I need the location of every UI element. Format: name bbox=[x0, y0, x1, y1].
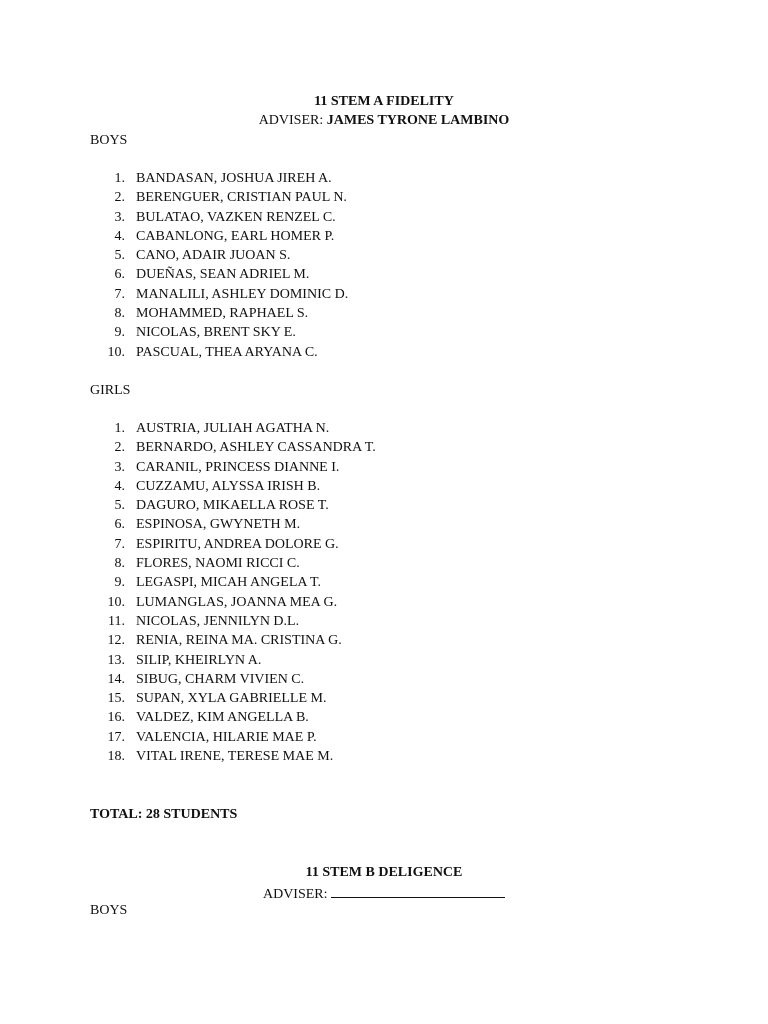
student-name: RENIA, REINA MA. CRISTINA G. bbox=[136, 633, 342, 649]
list-item-number: 10. bbox=[107, 594, 125, 610]
list-item bbox=[100, 438, 376, 457]
list-item-number: 9. bbox=[114, 575, 125, 591]
list-item bbox=[100, 573, 376, 592]
list-item bbox=[100, 496, 376, 515]
list-item bbox=[100, 477, 376, 496]
list-item-number: 14. bbox=[107, 671, 125, 687]
list-item-number: 2. bbox=[114, 190, 125, 206]
list-item-number: 5. bbox=[114, 248, 125, 264]
student-name: AUSTRIA, JULIAH AGATHA N. bbox=[136, 421, 330, 436]
student-name: LUMANGLAS, JOANNA MEA G. bbox=[136, 594, 338, 610]
student-name: VITAL IRENE, TERESE MAE M. bbox=[136, 749, 334, 765]
list-item-number: 7. bbox=[114, 286, 125, 302]
boys-list bbox=[100, 169, 348, 362]
list-item bbox=[100, 651, 376, 670]
student-name: BULATAO, VAZKEN RENZEL C. bbox=[136, 209, 336, 225]
section-a-title: 11 STEM A FIDELITY bbox=[314, 94, 454, 109]
student-name: CABANLONG, EARL HOMER P. bbox=[136, 228, 335, 244]
list-item bbox=[100, 343, 348, 362]
list-item bbox=[100, 323, 348, 342]
list-item bbox=[100, 631, 376, 650]
student-name: MANALILI, ASHLEY DOMINIC D. bbox=[136, 286, 349, 302]
list-item-number: 11. bbox=[108, 613, 125, 629]
student-name: SILIP, KHEIRLYN A. bbox=[136, 652, 262, 668]
list-item-number: 9. bbox=[114, 325, 125, 341]
section-b-title: 11 STEM B DELIGENCE bbox=[305, 865, 463, 880]
list-item bbox=[100, 728, 376, 747]
list-item-number: 18. bbox=[107, 749, 125, 765]
list-item-number: 3. bbox=[114, 459, 125, 475]
list-item bbox=[100, 208, 348, 227]
list-item-number: 4. bbox=[114, 478, 125, 494]
list-item bbox=[100, 612, 376, 631]
list-item bbox=[100, 747, 376, 766]
girls-heading: GIRLS bbox=[90, 383, 131, 398]
adviser-name: JAMES TYRONE LAMBINO bbox=[326, 113, 510, 128]
list-item bbox=[100, 265, 348, 284]
list-item-number: 16. bbox=[107, 710, 125, 726]
list-item bbox=[100, 689, 376, 708]
list-item bbox=[100, 169, 348, 188]
student-name: SUPAN, XYLA GABRIELLE M. bbox=[136, 691, 327, 707]
student-name: NICOLAS, BRENT SKY E. bbox=[136, 325, 296, 341]
student-name: NICOLAS, JENNILYN D.L. bbox=[136, 613, 300, 629]
student-name: FLORES, NAOMI RICCI C. bbox=[136, 556, 300, 572]
adviser-label: ADVISER: bbox=[258, 113, 324, 128]
list-item-number: 15. bbox=[107, 691, 125, 707]
list-item bbox=[100, 670, 376, 689]
list-item-number: 6. bbox=[114, 267, 125, 283]
list-item-number: 12. bbox=[107, 633, 125, 649]
student-name: LEGASPI, MICAH ANGELA T. bbox=[136, 575, 321, 591]
student-name: ESPIRITU, ANDREA DOLORE G. bbox=[136, 536, 339, 552]
boys-heading: BOYS bbox=[90, 133, 128, 148]
student-name: BERNARDO, ASHLEY CASSANDRA T. bbox=[136, 440, 376, 456]
student-name: CARANIL, PRINCESS DIANNE I. bbox=[136, 459, 340, 475]
adviser-label: ADVISER: bbox=[262, 887, 328, 902]
list-item bbox=[100, 419, 376, 438]
list-item bbox=[100, 554, 376, 573]
girls-list bbox=[100, 419, 376, 766]
student-name: BANDASAN, JOSHUA JIREH A. bbox=[136, 171, 332, 186]
student-name: CANO, ADAIR JUOAN S. bbox=[136, 248, 291, 264]
list-item bbox=[100, 188, 348, 207]
list-item bbox=[100, 285, 348, 304]
student-name: SIBUG, CHARM VIVIEN C. bbox=[136, 671, 305, 687]
student-name: ESPINOSA, GWYNETH M. bbox=[136, 517, 301, 533]
list-item-number: 4. bbox=[114, 228, 125, 244]
list-item bbox=[100, 227, 348, 246]
list-item-number: 8. bbox=[114, 306, 125, 322]
list-item-number: 8. bbox=[114, 556, 125, 572]
list-item-number: 1. bbox=[114, 421, 125, 436]
list-item bbox=[100, 304, 348, 323]
list-item bbox=[100, 708, 376, 727]
adviser-blank-line bbox=[331, 884, 505, 898]
total-students: TOTAL: 28 STUDENTS bbox=[90, 807, 238, 822]
student-name: MOHAMMED, RAPHAEL S. bbox=[136, 306, 309, 322]
student-name: BERENGUER, CRISTIAN PAUL N. bbox=[136, 190, 347, 206]
section-a-adviser-line bbox=[0, 113, 768, 129]
list-item-number: 5. bbox=[114, 498, 125, 514]
list-item-number: 1. bbox=[114, 171, 125, 186]
student-name: DAGURO, MIKAELLA ROSE T. bbox=[136, 498, 329, 514]
student-name: VALENCIA, HILARIE MAE P. bbox=[136, 729, 317, 745]
student-name: DUEÑAS, SEAN ADRIEL M. bbox=[136, 267, 310, 283]
student-name: CUZZAMU, ALYSSA IRISH B. bbox=[136, 478, 321, 494]
student-name: PASCUAL, THEA ARYANA C. bbox=[136, 344, 318, 360]
list-item-number: 17. bbox=[107, 729, 125, 745]
list-item-number: 2. bbox=[114, 440, 125, 456]
list-item-number: 7. bbox=[114, 536, 125, 552]
student-name: VALDEZ, KIM ANGELLA B. bbox=[136, 710, 309, 726]
section-b-boys-heading: BOYS bbox=[90, 903, 128, 918]
list-item bbox=[100, 458, 376, 477]
list-item-number: 10. bbox=[107, 344, 125, 360]
list-item-number: 3. bbox=[114, 209, 125, 225]
list-item bbox=[100, 535, 376, 554]
list-item-number: 6. bbox=[114, 517, 125, 533]
section-b-adviser-line bbox=[0, 884, 768, 903]
list-item-number: 13. bbox=[107, 652, 125, 668]
list-item bbox=[100, 593, 376, 612]
list-item bbox=[100, 515, 376, 534]
list-item bbox=[100, 246, 348, 265]
